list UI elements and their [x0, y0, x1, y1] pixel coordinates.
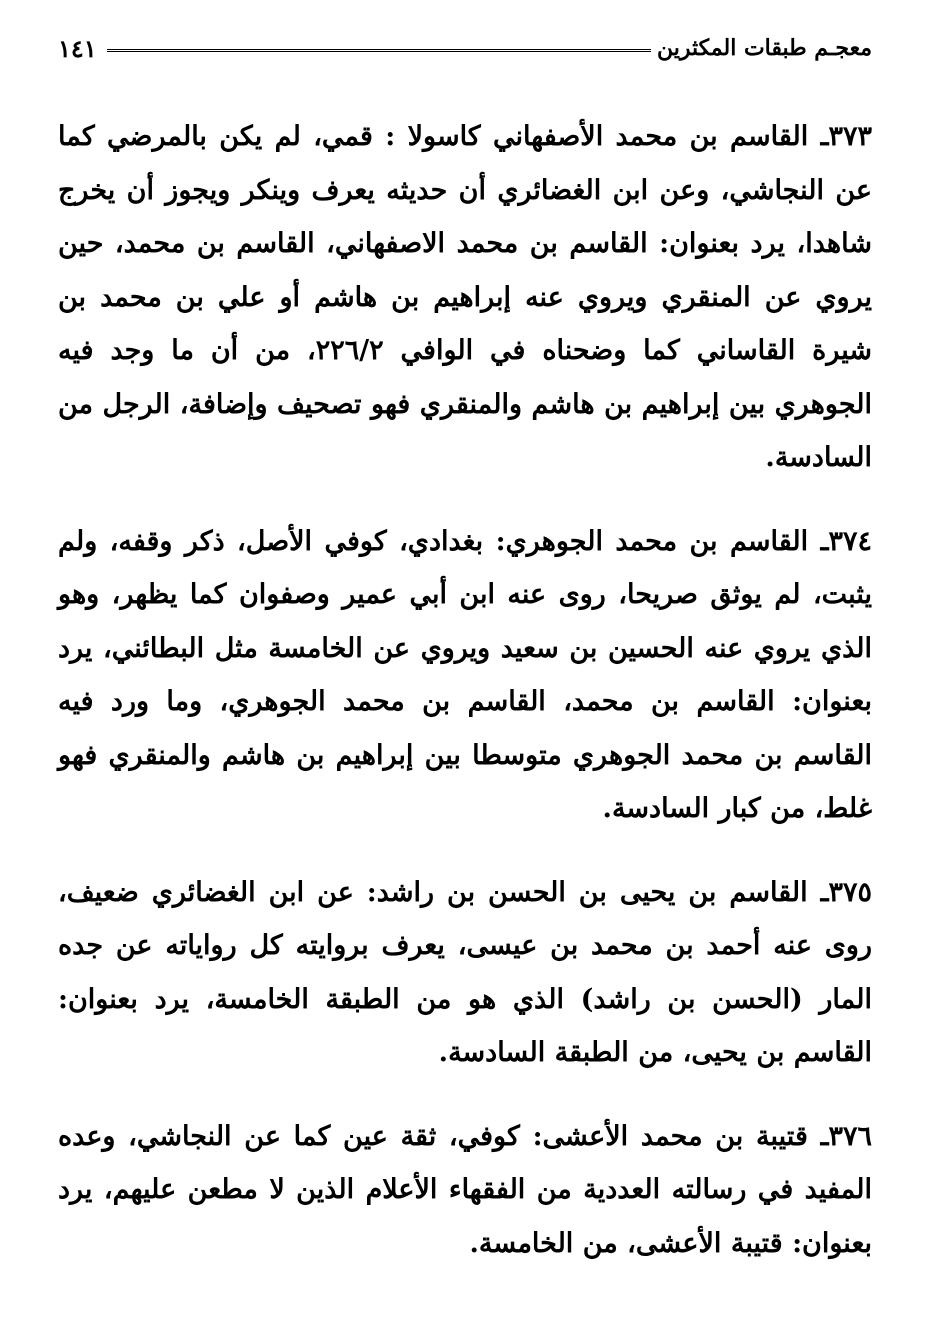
- entry-heading: ٣٧٣ـ القاسم بن محمد الأصفهاني كاسولا :: [372, 121, 872, 152]
- entry-text: عن ابن الغضائري ضعيف، روى عنه أحمد بن محمد بن عيسى، يعرف بروايته كل رواياته عن جده المار (الحسن بن راشد) الذي هو من الطبقة الخامسة، يرد بعنوان: القاسم بن يحيى، من الطبقة السادسة.: [58, 876, 872, 1068]
- entry-heading: ٣٧٦ـ قتيبة بن محمد الأعشى:: [519, 1120, 873, 1152]
- page-body: [58, 110, 872, 1300]
- page-header: [58, 28, 872, 68]
- entry-374: [58, 515, 872, 836]
- entry-heading: ٣٧٥ـ القاسم بن يحيى بن الحسن بن راشد:: [353, 876, 872, 908]
- entry-376: [58, 1110, 872, 1271]
- entry-heading: ٣٧٤ـ القاسم بن محمد الجوهري:: [483, 525, 872, 557]
- entry-text: كوفي، ثقة عين كما عن النجاشي، وعده المفيد في رسالته العددية من الفقهاء الأعلام الذين لا مطعن عليهم، يرد بعنوان: قتيبة الأعشى، من الخامسة.: [58, 1120, 872, 1259]
- entry-text: بغدادي، كوفي الأصل، ذكر وقفه، ولم يثبت، لم يوثق صريحا، روى عنه ابن أبي عمير وصفوان كما يظهر، وهو الذي يروي عنه الحسين بن سعيد ويروي عن الخامسة مثل البطائني، يرد بعنوان: القاسم بن محمد، القاسم بن محمد الجوهري، وما ورد فيه القاسم بن محمد الجوهري متوسطا بين إبراهيم بن هاشم والمنقري فهو غلط، من كبار السادسة.: [58, 525, 872, 824]
- page-number: ١٤١: [58, 33, 97, 63]
- entry-text: قمي، لم يكن بالمرضي كما عن النجاشي، وعن ابن الغضائري أن حديثه يعرف وينكر ويجوز أن يخرج شاهدا، يرد بعنوان: القاسم بن محمد الاصفهاني، القاسم بن محمد، حين يروي عن المنقري ويروي عنه إبراهيم بن هاشم أو علي بن محمد بن شيرة القاساني كما وضحناه في الوافي ٢٢٦/٢، من أن ما وجد فيه الجوهري بين إبراهيم بن هاشم والمنقري فهو تصحيف وإضافة، الرجل من السادسة.: [58, 121, 872, 473]
- entry-373: [58, 110, 872, 485]
- running-title: معجـم طبقات المكثرين: [656, 35, 872, 61]
- entry-375: [58, 866, 872, 1080]
- header-rule: [107, 49, 651, 52]
